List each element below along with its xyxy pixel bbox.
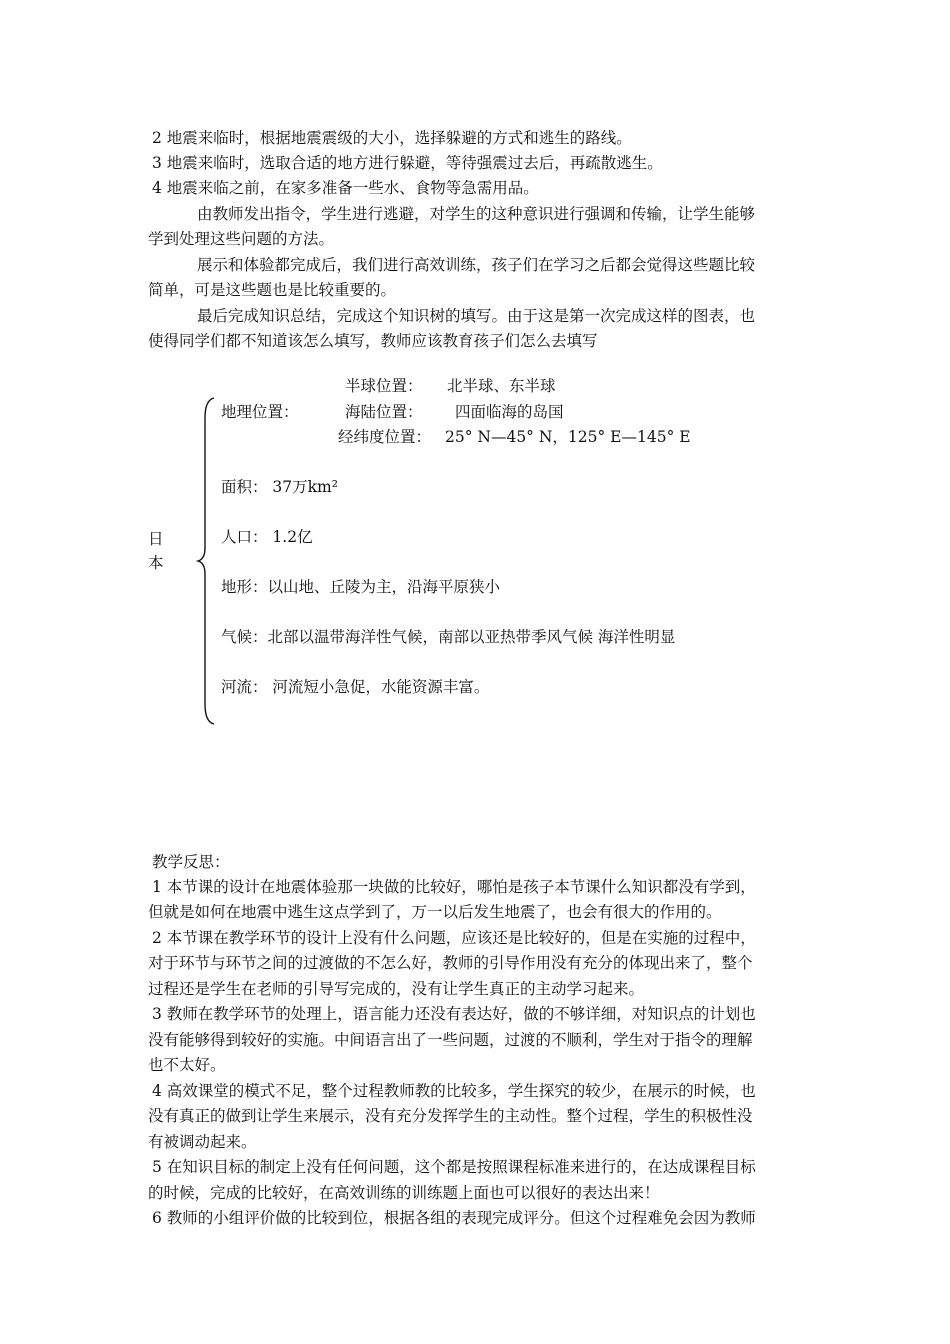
reflection-line: 5 在知识目标的制定上没有任何问题，这个都是按照课程标准来进行的，在达成课程目标 <box>152 1158 756 1176</box>
intro-line: 由教师发出指令，学生进行逃避，对学生的这种意识进行强调和传输，让学生能够 <box>197 205 756 223</box>
reflection-line: 1 本节课的设计在地震体验那一块做的比较好，哪怕是孩子本节课什么知识都没有学到， <box>152 878 756 896</box>
intro-line: 4 地震来临之前，在家多准备一些水、食物等急需用品。 <box>152 179 539 197</box>
hemisphere-value: 北半球、东半球 <box>447 377 556 395</box>
intro-line: 3 地震来临时，选取合适的地方进行躲避，等待强震过去后，再疏散逃生。 <box>152 154 663 172</box>
reflection-line: 没有真正的做到让学生来展示，没有充分发挥学生的主动性。整个过程，学生的积极性没 <box>148 1107 753 1125</box>
sea-land-label: 海陆位置： <box>345 403 423 421</box>
sea-land-value: 四面临海的岛国 <box>455 403 564 421</box>
intro-line: 简单，可是这些题也是比较重要的。 <box>148 281 397 299</box>
latlon-label: 经纬度位置： <box>338 428 432 446</box>
reflection-line: 没有能够得到较好的实施。中间语言出了一些问题，过渡的不顺利，学生对于指令的理解 <box>148 1031 753 1049</box>
reflection-line: 6 教师的小组评价做的比较到位，根据各组的表现完成评分。但这个过程难免会因为教师 <box>152 1209 756 1227</box>
intro-line: 学到处理这些问题的方法。 <box>148 230 335 248</box>
reflection-line: 过程还是学生在老师的引导写完成的，没有让学生真正的主动学习起来。 <box>148 980 645 998</box>
reflection-line: 对于环节与环节之间的过渡做的不怎么好，教师的引导作用没有充分的体现出来了，整个 <box>148 954 753 972</box>
geo-location-label: 地理位置： <box>221 403 299 421</box>
reflection-line: 4 高效课堂的模式不足，整个过程教师教的比较多，学生探究的较少，在展示的时候，也 <box>152 1082 756 1100</box>
reflection-line: 2 本节课在教学环节的设计上没有什么问题，应该还是比较好的，但是在实施的过程中， <box>152 929 756 947</box>
population-item: 人口： 1.2亿 <box>221 528 313 546</box>
reflection-line: 3 教师在教学环节的处理上，语言能力还没有表达好，做的不够详细，对知识点的计划也 <box>152 1005 756 1023</box>
hemisphere-label: 半球位置： <box>345 377 423 395</box>
reflection-line: 但就是如何在地震中逃生这点学到了，万一以后发生地震了，也会有很大的作用的。 <box>148 903 722 921</box>
reflection-line: 的时候，完成的比较好，在高效训练的训练题上面也可以很好的表达出来！ <box>148 1184 660 1202</box>
area-item: 面积： 37万km² <box>221 478 338 496</box>
reflection-line: 也不太好。 <box>148 1056 226 1074</box>
rivers-item: 河流： 河流短小急促，水能资源丰富。 <box>221 678 490 696</box>
reflection-title: 教学反思： <box>152 853 230 871</box>
tree-root-char: 本 <box>148 554 164 572</box>
intro-line: 使得同学们都不知道该怎么填写，教师应该教育孩子们怎么去填写 <box>148 332 598 350</box>
intro-line: 2 地震来临时，根据地震震级的大小，选择躲避的方式和逃生的路线。 <box>152 129 632 147</box>
curly-brace <box>196 396 218 726</box>
reflection-line: 有被调动起来。 <box>148 1133 257 1151</box>
climate-item: 气候：北部以温带海洋性气候，南部以亚热带季风气候 海洋性明显 <box>221 628 676 646</box>
tree-root-char: 日 <box>148 530 164 548</box>
terrain-item: 地形：以山地、丘陵为主，沿海平原狭小 <box>221 578 501 596</box>
latlon-value: 25° N—45° N，125° E—145° E <box>445 428 691 446</box>
intro-line: 展示和体验都完成后，我们进行高效训练，孩子们在学习之后都会觉得这些题比较 <box>197 256 756 274</box>
intro-line: 最后完成知识总结，完成这个知识树的填写。由于这是第一次完成这样的图表，也 <box>197 307 756 325</box>
